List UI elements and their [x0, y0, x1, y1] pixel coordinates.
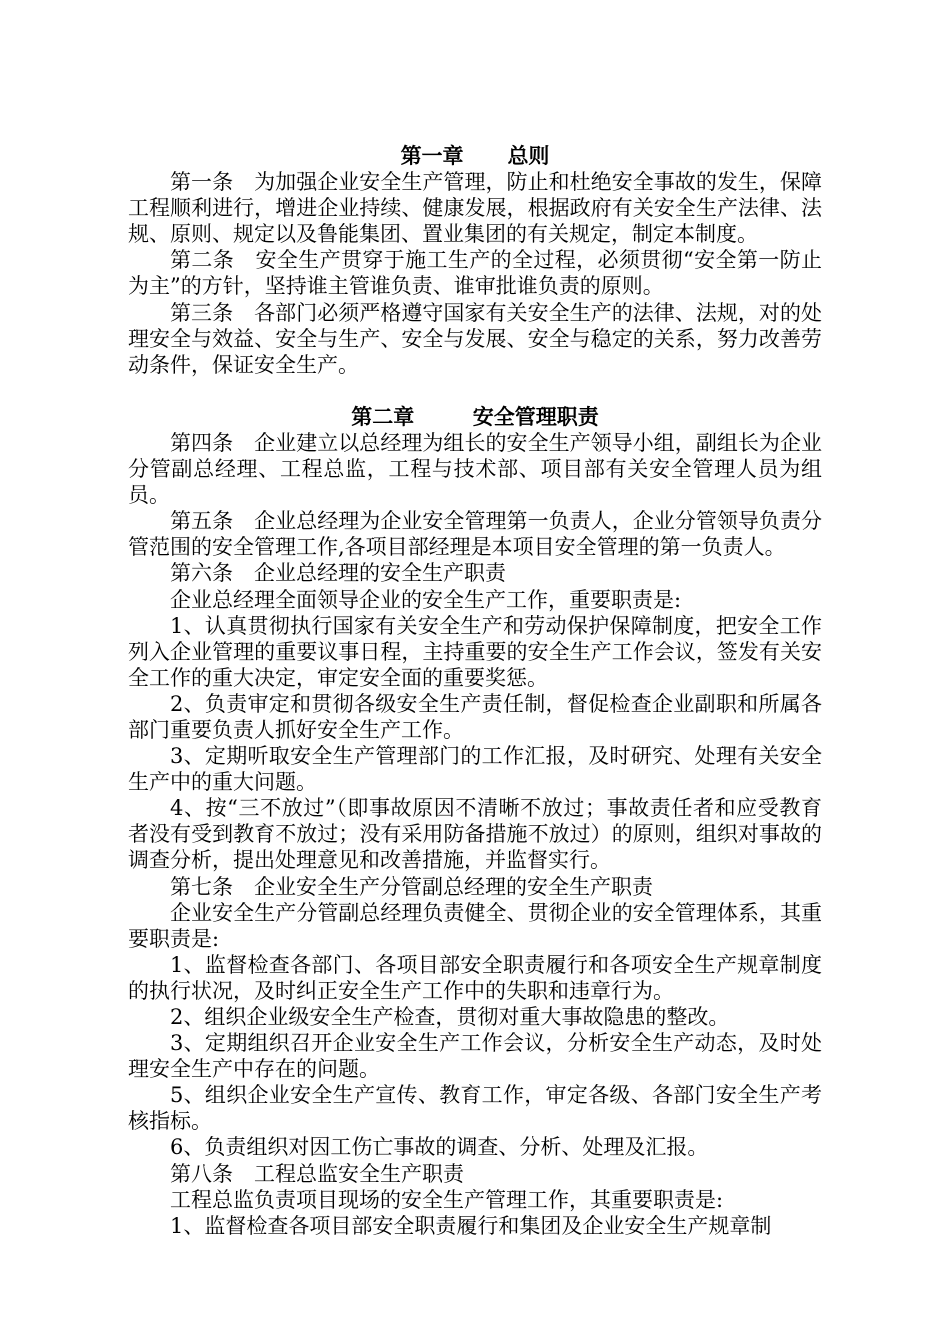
article-7-item-5: 5、组织企业安全生产宣传、教育工作，审定各级、各部门安全生产考核指标。: [128, 1083, 822, 1134]
chapter-2-number: 第二章: [351, 404, 415, 429]
article-2: 第二条 安全生产贯穿于施工生产的全过程，必须贯彻“安全第一防止为主”的方针，坚持谁主管谁负责、谁审批谁负责的原则。: [128, 248, 822, 299]
article-6-item-3: 3、定期听取安全生产管理部门的工作汇报，及时研究、处理有关安全生产中的重大问题。: [128, 744, 822, 795]
article-8-item-1: 1、监督检查各项目部安全职责履行和集团及企业安全生产规章制: [170, 1213, 772, 1238]
article-7-item-6: 6、负责组织对因工伤亡事故的调查、分析、处理及汇报。: [170, 1135, 709, 1160]
article-4: 第四条 企业建立以总经理为组长的安全生产领导小组，副组长为企业分管副总经理、工程总监，工程与技术部、项目部有关安全管理人员为组员。: [128, 430, 822, 508]
chapter-2-title: 安全管理职责: [472, 404, 599, 429]
article-3: 第三条 各部门必须严格遵守国家有关安全生产的法律、法规，对的处理安全与效益、安全与生产、安全与发展、安全与稳定的关系，努力改善劳动条件，保证安全生产。: [128, 300, 822, 377]
chapter-1-title: 总则: [507, 144, 550, 168]
article-1: 第一条 为加强企业安全生产管理，防止和杜绝安全事故的发生，保障工程顺利进行，增进企业持续、健康发展，根据政府有关安全生产法律、法规、原则、规定以及鲁能集团、置业集团的有关规定，制定本制度。: [128, 170, 822, 247]
chapter-1-number: 第一章: [400, 144, 464, 168]
article-6-heading: 第六条 企业总经理的安全生产职责: [170, 561, 506, 586]
chapter-2-heading: [128, 404, 822, 430]
article-7-heading: 第七条 企业安全生产分管副总经理的安全生产职责: [170, 874, 653, 899]
article-6-item-2: 2、负责审定和贯彻各级安全生产责任制，督促检查企业副职和所属各部门重要负责人抓好安全生产工作。: [128, 691, 822, 742]
article-5: 第五条 企业总经理为企业安全管理第一负责人，企业分管领导负责分管范围的安全管理工作,各项目部经理是本项目安全管理的第一负责人。: [128, 509, 822, 560]
article-7-item-1: 1、监督检查各部门、各项目部安全职责履行和各项安全生产规章制度的执行状况，及时纠正安全生产工作中的失职和违章行为。: [128, 952, 822, 1003]
article-8-heading: 第八条 工程总监安全生产职责: [170, 1161, 464, 1186]
section-gap: [128, 378, 822, 404]
article-8-intro: 工程总监负责项目现场的安全生产管理工作，其重要职责是:: [170, 1187, 724, 1212]
article-7-item-2: 2、组织企业级安全生产检查，贯彻对重大事故隐患的整改。: [170, 1005, 730, 1029]
article-6-item-4: 4、按“三不放过”（即事故原因不清晰不放过；事故责任者和应受教育者没有受到教育不放过；没有采用防备措施不放过）的原则，组织对事故的调查分析，提出处理意见和改善措施，并监督实行。: [128, 796, 822, 873]
article-6-item-1: 1、认真贯彻执行国家有关安全生产和劳动保护保障制度，把安全工作列入企业管理的重要议事日程，主持重要的安全生产工作会议，签发有关安全工作的重大决定，审定安全面的重要奖惩。: [128, 613, 822, 690]
article-7-intro: 企业安全生产分管副总经理负责健全、贯彻企业的安全管理体系，其重要职责是:: [128, 900, 822, 951]
article-7-item-3: 3、定期组织召开企业安全生产工作会议，分析安全生产动态，及时处理安全生产中存在的问题。: [128, 1031, 822, 1082]
article-6-intro: 企业总经理全面领导企业的安全生产工作，重要职责是:: [170, 587, 682, 612]
document-page: [128, 143, 822, 1239]
chapter-1-heading: [128, 143, 822, 169]
